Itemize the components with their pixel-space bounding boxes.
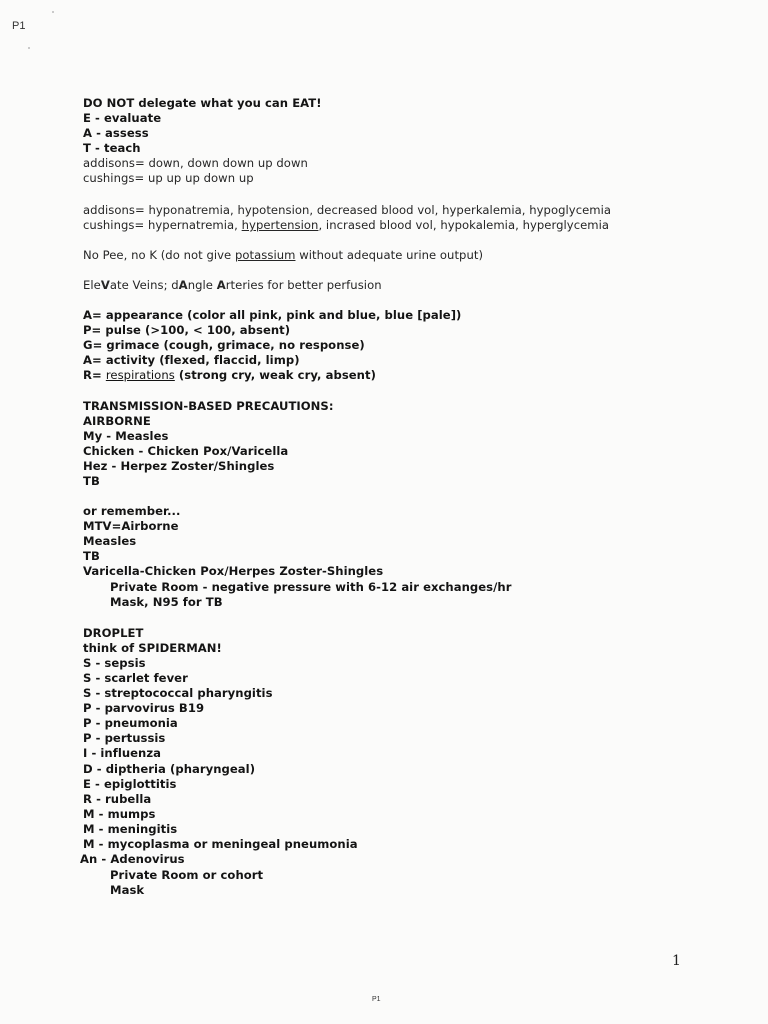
remember-item: TB xyxy=(83,549,100,563)
droplet-mnemonic: think of SPIDERMAN! xyxy=(83,641,222,655)
droplet-item: M - mycoplasma or meningeal pneumonia xyxy=(83,837,358,851)
perfusion-rule xyxy=(83,278,382,293)
droplet-item: E - epiglottitis xyxy=(83,777,177,791)
droplet-item: D - diptheria (pharyngeal) xyxy=(83,762,256,776)
apgar-appearance: A= appearance (color all pink, pink and blue, blue [pale]) xyxy=(83,308,462,322)
scan-speck xyxy=(52,11,54,13)
droplet-item: An - Adenovirus xyxy=(80,852,185,866)
airborne-item: My - Measles xyxy=(83,429,169,443)
airborne-mask: Mask, N95 for TB xyxy=(110,595,223,609)
addisons-findings: addisons= hyponatremia, hypotension, decreased blood vol, hyperkalemia, hypoglycemia xyxy=(83,203,612,217)
apgar-pulse: P= pulse (>100, < 100, absent) xyxy=(83,323,291,337)
droplet-item: P - pneumonia xyxy=(83,716,178,730)
airborne-room: Private Room - negative pressure with 6-12 air exchanges/hr xyxy=(110,580,512,594)
perfusion-part: rteries for better perfusion xyxy=(225,278,382,292)
cushings-findings-end: , incrased blood vol, hypokalemia, hyperglycemia xyxy=(318,218,610,232)
remember-intro: or remember... xyxy=(83,504,181,518)
droplet-item: S - sepsis xyxy=(83,656,146,670)
perfusion-bold-letter: A xyxy=(178,278,188,292)
droplet-item: S - streptococcal pharyngitis xyxy=(83,686,273,700)
airborne-item: TB xyxy=(83,474,100,488)
droplet-item: M - meningitis xyxy=(83,822,178,836)
eat-t: T - teach xyxy=(83,141,141,155)
perfusion-bold-letter: A xyxy=(216,278,226,292)
cushings-findings-start: cushings= hypernatremia, xyxy=(83,218,242,232)
droplet-item: P - pertussis xyxy=(83,731,166,745)
potassium-rule xyxy=(83,248,483,263)
page-number: 1 xyxy=(672,953,681,969)
respirations-underlined: respirations xyxy=(105,368,175,382)
remember-item: MTV=Airborne xyxy=(83,519,179,533)
perfusion-part: Ele xyxy=(83,278,101,292)
airborne-item: Hez - Herpez Zoster/Shingles xyxy=(83,459,275,473)
potassium-rule-end: without adequate urine output) xyxy=(295,248,484,262)
apgar-respirations xyxy=(83,368,376,383)
apgar-grimace: G= grimace (cough, grimace, no response) xyxy=(83,338,365,352)
perfusion-part: ngle xyxy=(187,278,217,292)
remember-item: Measles xyxy=(83,534,137,548)
footer-page-tag: P1 xyxy=(372,996,381,1003)
droplet-item: R - rubella xyxy=(83,792,152,806)
droplet-mask: Mask xyxy=(110,883,145,897)
apgar-respirations-rest: (strong cry, weak cry, absent) xyxy=(174,368,376,382)
eat-a: A - assess xyxy=(83,126,149,140)
apgar-activity: A= activity (flexed, flaccid, limp) xyxy=(83,353,300,367)
droplet-item: M - mumps xyxy=(83,807,156,821)
droplet-item: S - scarlet fever xyxy=(83,671,188,685)
delegate-heading: DO NOT delegate what you can EAT! xyxy=(83,96,322,110)
addisons-pattern: addisons= down, down down up down xyxy=(83,156,308,170)
precautions-heading: TRANSMISSION-BASED PRECAUTIONS: xyxy=(83,399,334,413)
potassium-rule-start: No Pee, no K (do not give xyxy=(83,248,235,262)
potassium-underlined: potassium xyxy=(234,248,296,262)
droplet-heading: DROPLET xyxy=(83,626,144,640)
airborne-heading: AIRBORNE xyxy=(83,414,151,428)
perfusion-part: ate Veins; d xyxy=(109,278,179,292)
cushings-pattern: cushings= up up up down up xyxy=(83,171,254,185)
eat-e: E - evaluate xyxy=(83,111,162,125)
hypertension-underlined: hypertension xyxy=(241,218,319,232)
corner-page-tag: P1 xyxy=(12,20,26,32)
apgar-respirations-label: R= xyxy=(83,368,106,382)
airborne-item: Chicken - Chicken Pox/Varicella xyxy=(83,444,289,458)
scan-speck xyxy=(28,47,30,49)
droplet-item: P - parvovirus B19 xyxy=(83,701,205,715)
droplet-room: Private Room or cohort xyxy=(110,868,264,882)
remember-item: Varicella-Chicken Pox/Herpes Zoster-Shingles xyxy=(83,564,384,578)
droplet-item: I - influenza xyxy=(83,746,162,760)
perfusion-bold-letter: V xyxy=(100,278,110,292)
cushings-findings xyxy=(83,218,609,233)
